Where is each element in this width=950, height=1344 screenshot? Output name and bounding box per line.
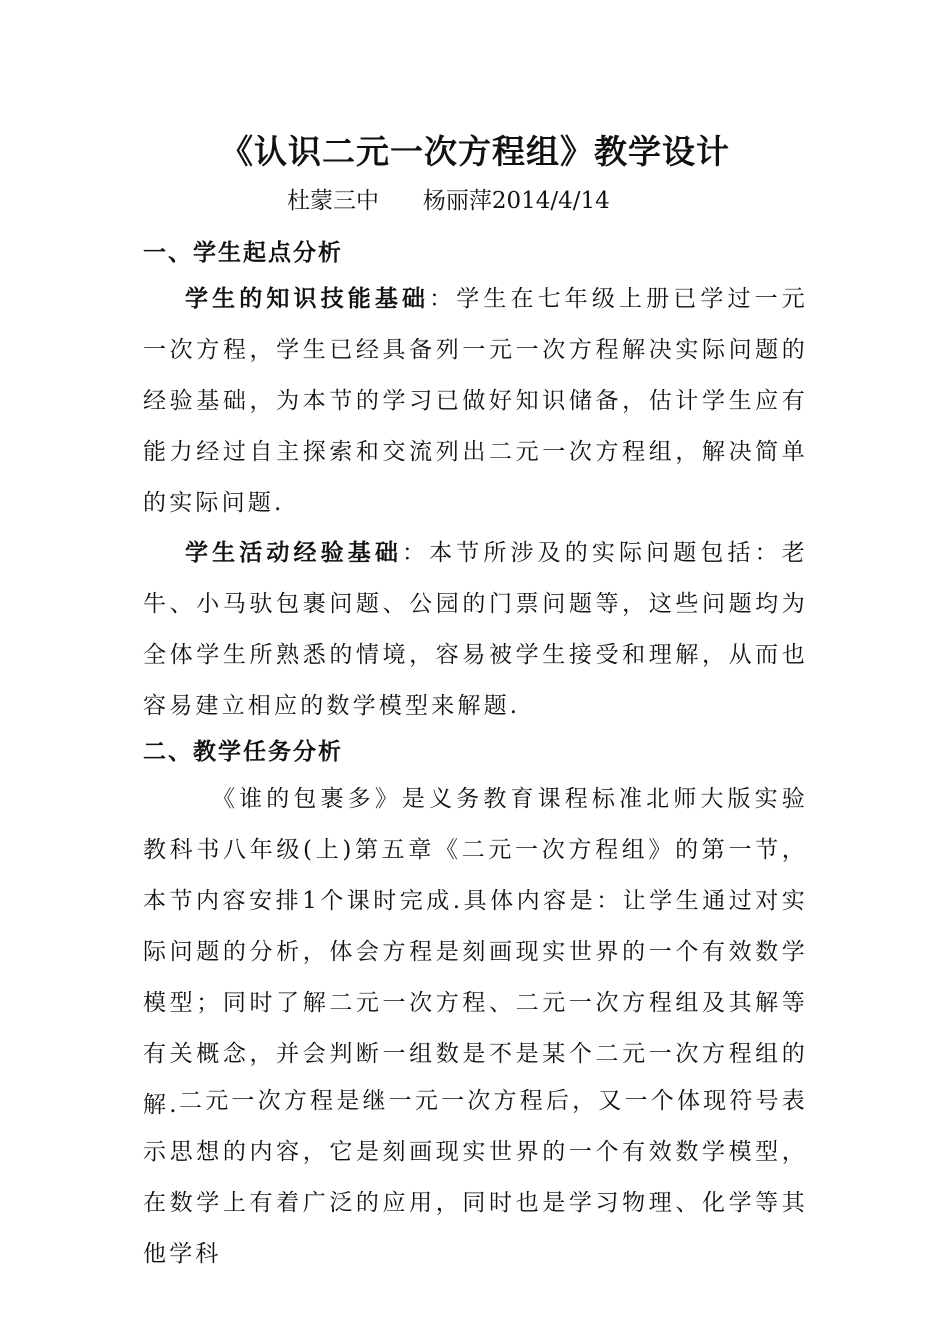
paragraph-equation-significance: 二元一次方程是继一元一次方程后，又一个体现符号表示思想的内容，它是刻画现实世界的一个有效数学模型，在数学上有着广泛的应用，同时也是学习物理、化学等其他学科 [143, 1088, 808, 1267]
paragraph-text: ：本节所涉及的实际问题包括：老牛、小马驮包裹问题、公园的门票问题等，这些问题均为全体学生所熟悉的情境，容易被学生接受和理解，从而也容易建立相应的数学模型来解题. [143, 540, 808, 719]
paragraph-label: 学生活动经验基础 [185, 539, 403, 566]
paragraph-label: 学生的知识技能基础 [185, 285, 430, 312]
section-heading-task-analysis: 二、教学任务分析 [143, 738, 343, 765]
paragraph-knowledge-skills [143, 273, 808, 529]
section-heading-student-analysis: 一、学生起点分析 [143, 239, 343, 266]
document-title: 《认识二元一次方程组》教学设计 [220, 132, 730, 171]
paragraph-task-content: 《谁的包裹多》是义务教育课程标准北师大版实验教科书八年级(上)第五章《二元一次方程组》的第一节，本节内容安排1个课时完成.具体内容是：让学生通过对实际问题的分析，体会方程是刻画现实世界的一个有效数学模型；同时了解二元一次方程、二元一次方程组及其解等有关概念，并会判断一组数是不是某个二元一次方程组的解. [143, 786, 808, 1118]
paragraph-activity-experience [143, 527, 808, 732]
paragraph-text: ：学生在七年级上册已学过一元一次方程，学生已经具备列一元一次方程解决实际问题的经验基础，为本节的学习已做好知识储备，估计学生应有能力经过自主探索和交流列出二元一次方程组，解决简单的实际问题. [143, 286, 808, 516]
document-byline: 杜蒙三中 杨丽萍2014/4/14 [287, 188, 610, 214]
